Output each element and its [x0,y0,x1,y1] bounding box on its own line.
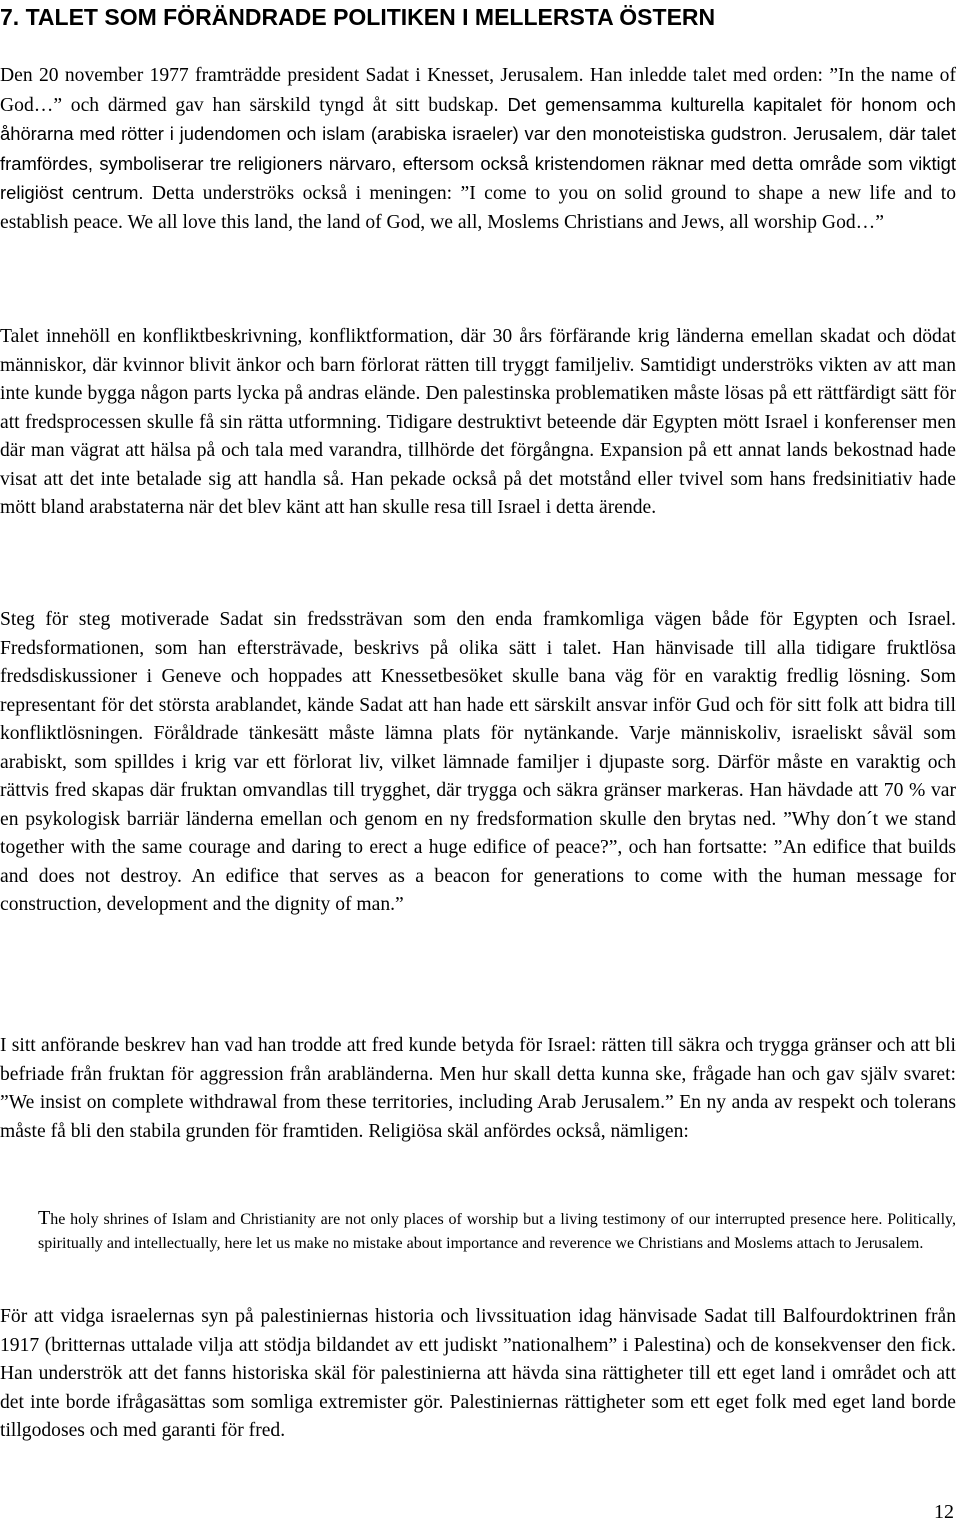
paragraph-1-sentence-1: Den 20 november 1977 framträdde president Sadat i Knesset, Jerusalem. Han inledde talet med orden: ”In the name of God…” och därmed gav han särskild tyngd åt sitt budskap. [0,65,956,116]
paragraph-2: Talet innehöll en konfliktbeskrivning, konfliktformation, där 30 års förfärande krig länderna emellan skadat och dödat människor, där kvinnor blivit änkor och barn förlorat rätten till tryggt familjeliv. Samtidigt underströks vikten av att man inte kunde bygga någon parts lycka på andras elände. Den palestinska problematiken måste lösas på ett rättfärdigt sätt för att fredsprocessen skulle få sin rätta utformning. Tidigare destruktivt beteende där Egypten mött Israel i konferenser men där man vägrat att hälsa på och tala med varandra, tillhörde det förgångna. Expansion på ett annat lands bekostnad hade visat att det inte betalade sig att handla så. Han pekade också på det motstånd eller tvivel som hans fredsinitiativ hade mött bland arabstaterna när det blev känt att han skulle resa till Israel i detta ärende. [0,326,956,518]
paragraph-1 [0,62,956,237]
block-quote [38,1207,956,1255]
quote-dropcap: T [38,1207,51,1229]
paragraph-1-sentence-4: Detta underströks också i meningen: ”I come to you on solid ground to shape a new life and to establish peace. We all love this land, the land of God, we all, Moslems Christians and Jews, all worship God…” [0,183,956,233]
page-number: 12 [934,1501,954,1523]
paragraph-1-sentence-2: Det gemensamma kulturella kapitalet för honom och åhörarna med rötter i judendomen och islam (arabiska israeler) var den monoteistiska gudstron. [0,93,956,144]
section-heading: 7. TALET SOM FÖRÄNDRADE POLITIKEN I MELLERSTA ÖSTERN [0,4,716,30]
paragraph-1-sentence-3: Jerusalem, där talet framfördes, symboliserar tre religioners närvaro, eftersom också kristendomen räknar med detta område som viktigt religiöst centrum. [0,123,956,203]
quote-text: he holy shrines of Islam and Christianity are not only places of worship but a living testimony of our interrupted presence here. Politically, spiritually and intellectually, here let us make no mistake about importance and reverence we Christians and Moslems attach to Jerusalem. [38,1211,956,1252]
paragraph-5: För att vidga israelernas syn på palestiniernas historia och livssituation idag hänvisade Sadat till Balfourdoktrinen från 1917 (britternas uttalade vilja att stödja bildandet av ett judiskt ”nationalhem” i Palestina) och de konsekvenser den fick. Han underströk att det fanns historiska skäl för palestinierna att hävda sina rättigheter till ett eget land i området och att det inte borde ifrågasättas som somliga extremister gör. Palestiniernas rättigheter som ett eget folk med eget land borde tillgodoses och med garanti för fred. [0,1306,956,1441]
paragraph-4: I sitt anförande beskrev han vad han trodde att fred kunde betyda för Israel: rätten till säkra och trygga gränser och att bli befriade från fruktan för aggression från arabländerna. Men hur skall detta kunna ske, frågade han och gav själv svaret: ”We insist on complete withdrawal from these territories, including Arab Jerusalem.” En ny anda av respekt och tolerans måste få bli den stabila grunden för framtiden. Religiösa skäl anfördes också, nämligen: [0,1035,956,1142]
paragraph-3: Steg för steg motiverade Sadat sin fredssträvan som den enda framkomliga vägen både för Egypten och Israel. Fredsformationen, som han eftersträvade, beskrivs på olika sätt i talet. Han hänvisade till alla tidigare fruktlösa fredsdiskussioner i Geneve och hoppades att Knessetbesöket skulle bana väg för en varaktig fredlig lösning. Som representant för det största arablandet, kände Sadat att han hade ett särskilt ansvar inför Gud och för sitt folk att bidra till konfliktlösningen. Föråldrade tänkesätt måste lämna plats för nytänkande. Varje människoliv, israeliskt såväl som arabiskt, som spilldes i krig var ett förlorat liv, vilket lämnade familjer i djupaste sorg. Därför måste en varaktig och rättvis fred skapas där fruktan omvandlas till trygghet, där trygga och säkra gränser markeras. Han hävdade att 70 % var en psykologisk barriär länderna emellan och genom en ny fredsformation skulle den brytas ned. ”Why don´t we stand together with the same courage and daring to erect a huge edifice of peace?”, och han fortsatte: ”An edifice that builds and does not destroy. An edifice that serves as a beacon for generations to come with the human message for construction, development and the dignity of man.” [0,609,956,915]
